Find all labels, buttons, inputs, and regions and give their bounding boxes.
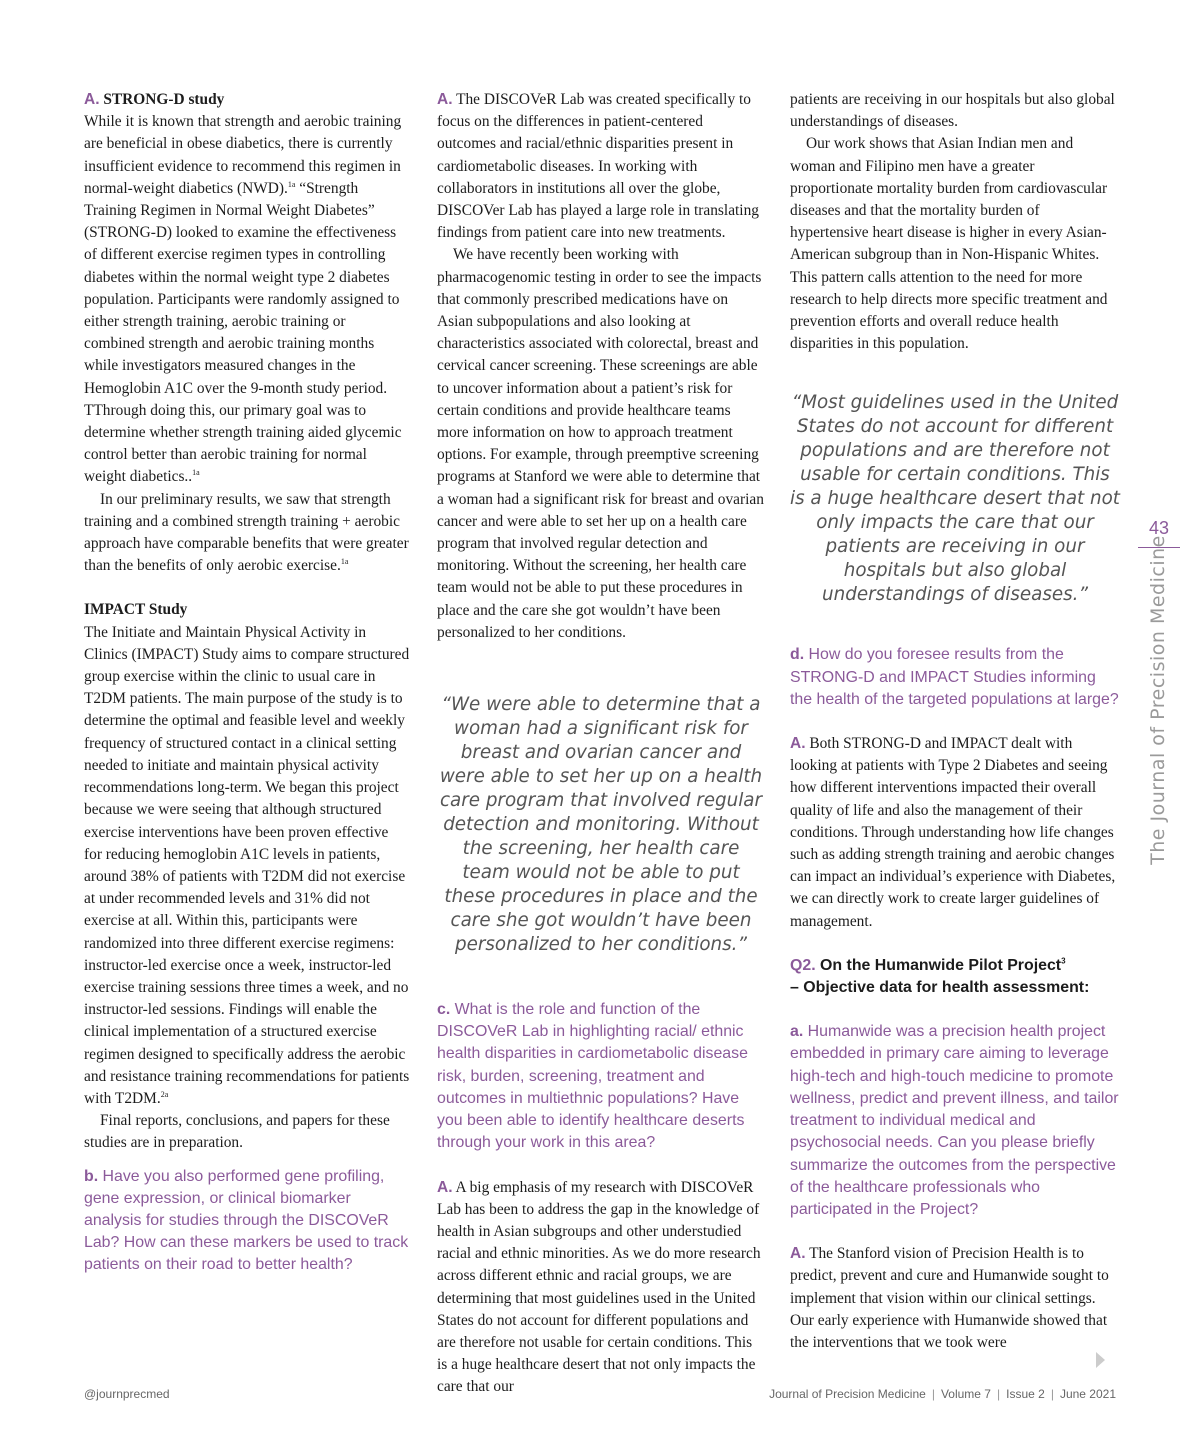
column-2 bbox=[437, 89, 765, 1399]
section-title: STRONG-D study bbox=[103, 91, 225, 108]
answer-paragraph-2: A. The Stanford vision of Precision Health is to predict, prevent and cure and Humanwide sought to implement that vision within our clinical settings. Our early experience with Humanwide showed that the interventions that we took were bbox=[790, 1245, 1109, 1351]
volume: Volume 7 bbox=[940, 1387, 991, 1401]
impact-paragraph-1: The Initiate and Maintain Physical Activity in Clinics (IMPACT) Study aims to compare structured group exercise within the clinic to usual care in T2DM patients. The main purpose of the study is to determine the optimal and feasible level and weekly frequency of structured contact in a clinical setting needed to initiate and maintain physical activity recommendations long-term. We began this project because we were seeing that although structured exercise interventions have been proven effective for reducing hemoglobin A1C levels in patients, around 38% of patients with T2DM did not exercise at under recommended levels and 31% did not exercise at all. Within this, participants were randomized into three different exercise regimens: instructor-led exercise once a week, instructor-led exercise training sessions three times a week, and no instructor-led sessions. Findings will enable the clinical implementation of a structured exercise regimen designed to specifically address the aerobic and resistance training recommendations for patients with T2DM.$^{2a}$ bbox=[84, 623, 410, 1107]
continued-paragraph: patients are receiving in our hospitals but also global understandings of diseases. bbox=[790, 91, 1115, 131]
reference-marker: 3 bbox=[1061, 956, 1066, 966]
spacer bbox=[84, 577, 410, 599]
strong-d-paragraph-2: In our preliminary results, we saw that strength training and a combined strength training + aerobic approach have comparable benefits that were greater than the benefits of only aerobic exercise.$^{1a}$ bbox=[84, 490, 409, 575]
page-number: 43 bbox=[1148, 518, 1170, 538]
spacer bbox=[437, 1155, 765, 1177]
answer-paragraph-2: We have recently been working with pharmacogenomic testing in order to see the impacts that commonly prescribed medications have on Asian subpopulations and also looking at characteristics associated with colorectal, breast and cervical cancer screening. These screenings are able to uncover information about a patient’s risk for certain conditions and provide healthcare teams more information on how to approach treatment options. For example, through preemptive screening programs at Stanford we were able to determine that a woman had a significant risk for breast and ovarian cancer and were able to set her up on a health care program that involved regular detection and monitoring. Without the screening, her health care team would not be able to put these procedures in place and the care she got wouldn’t have been personalized to her conditions. bbox=[437, 246, 764, 641]
answer-paragraph: A. Both STRONG-D and IMPACT dealt with looking at patients with Type 2 Diabetes and seeing how different interventions impacted their overall quality of life and also the management of their conditions. Through understanding how life changes such as adding strength training and aerobic changes can impact an individual’s experience with Diabetes, we can directly work to create larger guidelines of management. bbox=[790, 735, 1116, 930]
question-label: b. bbox=[84, 1167, 99, 1185]
pull-quote: “We were able to determine that a woman had a significant risk for breast and ovarian cancer and were able to set her up on a health care program that involved regular detection and monitoring. Without the screening, her health care team would not be able to put these procedures in place and the care she got wouldn’t have been personalized to her conditions.” bbox=[439, 694, 763, 956]
footer-citation bbox=[769, 1387, 1116, 1401]
strong-d-paragraph-1: While it is known that strength and aerobic training are beneficial in obese diabetics, there is currently insufficient evidence to recommend this regimen in normal-weight diabetics (NWD).$^{1a}$ “Strength Training Regimen in Normal Weight Diabetes” (STRONG-D) looked to examine the effectiveness of different exercise regimen types in controlling diabetes within the normal weight type 2 diabetes population. Participants were randomly assigned to either strength training, aerobic training or combined strength and aerobic training months while investigators measured changes in the Hemoglobin A1C over the 9-month study period. TThrough doing this, our primary goal was to determine whether strength training aided glycemic control better than aerobic training for normal weight diabetics..$^{1a}$ bbox=[84, 113, 402, 486]
question-2-heading: Q2. On the Humanwide Pilot Project$^3$ – Objective data for health assessment: bbox=[790, 956, 1090, 997]
spacer bbox=[790, 607, 1120, 644]
separator: | bbox=[1050, 1387, 1054, 1401]
impact-heading: IMPACT Study bbox=[84, 601, 188, 619]
question-label: d. bbox=[790, 646, 805, 664]
journal-side-title: The Journal of Precision Medicine bbox=[1147, 535, 1169, 865]
continue-arrow-icon bbox=[1096, 1352, 1105, 1368]
answer-label: A. bbox=[437, 91, 453, 108]
issue: Issue 2 bbox=[1006, 1387, 1045, 1401]
pull-quote: “Most guidelines used in the United States do not account for different populations and are therefore not usable for certain conditions. This is a huge healthcare desert that not only impacts the care that our patients are receiving in our hospitals but also global understandings of diseases.” bbox=[790, 392, 1120, 606]
answer-label: A. bbox=[84, 91, 100, 108]
spacer bbox=[437, 957, 765, 999]
spacer bbox=[790, 711, 1120, 733]
answer-paragraph-3: A. A big emphasis of my research with DISCOVeR Lab has been to address the gap in the knowledge of health in Asian subgroups and other understudied racial and ethnic minorities. As we do more research across different ethnic and racial groups, we are determining that most guidelines used in the United States do not account for different populations and are therefore not usable for certain conditions. This is a huge healthcare desert that not only impacts the care that our bbox=[437, 1178, 761, 1396]
question-a: a. Humanwide was a precision health project embedded in primary care aiming to leverage high-tech and high-touch medicine to promote wellness, predict and prevent illness, and tailor treatment to individual medical and psychosocial needs. Can you please briefly summarize the outcomes from the perspective of the healthcare professionals who participated in the Project? bbox=[790, 1023, 1119, 1218]
journal-name: Journal of Precision Medicine bbox=[769, 1387, 926, 1401]
strong-d-heading bbox=[84, 89, 410, 111]
question-d: d. How do you foresee results from the STRONG-D and IMPACT Studies informing the health of the targeted populations at large? bbox=[790, 646, 1119, 708]
question-label: a. bbox=[790, 1023, 804, 1041]
answer-label: A. bbox=[790, 735, 806, 753]
separator: | bbox=[931, 1387, 935, 1401]
spacer bbox=[790, 355, 1120, 391]
reference-marker: 1a bbox=[192, 468, 200, 478]
column-1 bbox=[84, 89, 410, 1277]
spacer bbox=[437, 644, 765, 693]
spacer bbox=[790, 999, 1120, 1021]
reference-marker: 1a bbox=[287, 179, 296, 189]
social-handle: @journprecmed bbox=[84, 1387, 170, 1401]
question-c: c. What is the role and function of the DISCOVeR Lab in highlighting racial/ ethnic health disparities in cardiometabolic disease risk, burden, screening, treatment and outcomes in multiethnic populations? Have you been able to identify healthcare deserts through your work in this area? bbox=[437, 1001, 748, 1152]
question-b: b. Have you also performed gene profiling, gene expression, or clinical biomarker analysis for studies through the DISCOVeR Lab? How can these markers be used to track patients on their road to better health? bbox=[84, 1167, 409, 1274]
answer-label: A. bbox=[437, 1178, 453, 1196]
answer-paragraph-1: A. The DISCOVeR Lab was created specifically to focus on the differences in patient-centered outcomes and racial/ethnic disparities present in cardiometabolic diseases. In working with collaborators in institutions all over the globe, DISCOVer Lab has played a large role in translating findings from patient care into new treatments. bbox=[437, 91, 759, 242]
answer-label: A. bbox=[790, 1245, 806, 1263]
spacer bbox=[790, 1221, 1120, 1243]
spacer bbox=[84, 1155, 410, 1166]
date: June 2021 bbox=[1059, 1387, 1116, 1401]
impact-paragraph-2: Final reports, conclusions, and papers for these studies are in preparation. bbox=[84, 1112, 390, 1152]
column-3 bbox=[790, 89, 1120, 1354]
spacer bbox=[790, 933, 1120, 955]
reference-marker: 2a bbox=[160, 1089, 169, 1099]
separator: | bbox=[996, 1387, 1001, 1401]
paragraph-2: Our work shows that Asian Indian men and woman and Filipino men have a greater proportionate mortality burden from cardiovascular diseases and that the mortality burden of hypertensive heart disease is higher in every Asian-American subgroup than in Non-Hispanic Whites. This pattern calls attention to the need for more research to help directs more specific treatment and prevention efforts and overall reduce health disparities in this population. bbox=[790, 135, 1108, 353]
reference-marker: 1a bbox=[340, 557, 349, 567]
question-label: c. bbox=[437, 1001, 451, 1019]
question-label: Q2. bbox=[790, 956, 816, 974]
